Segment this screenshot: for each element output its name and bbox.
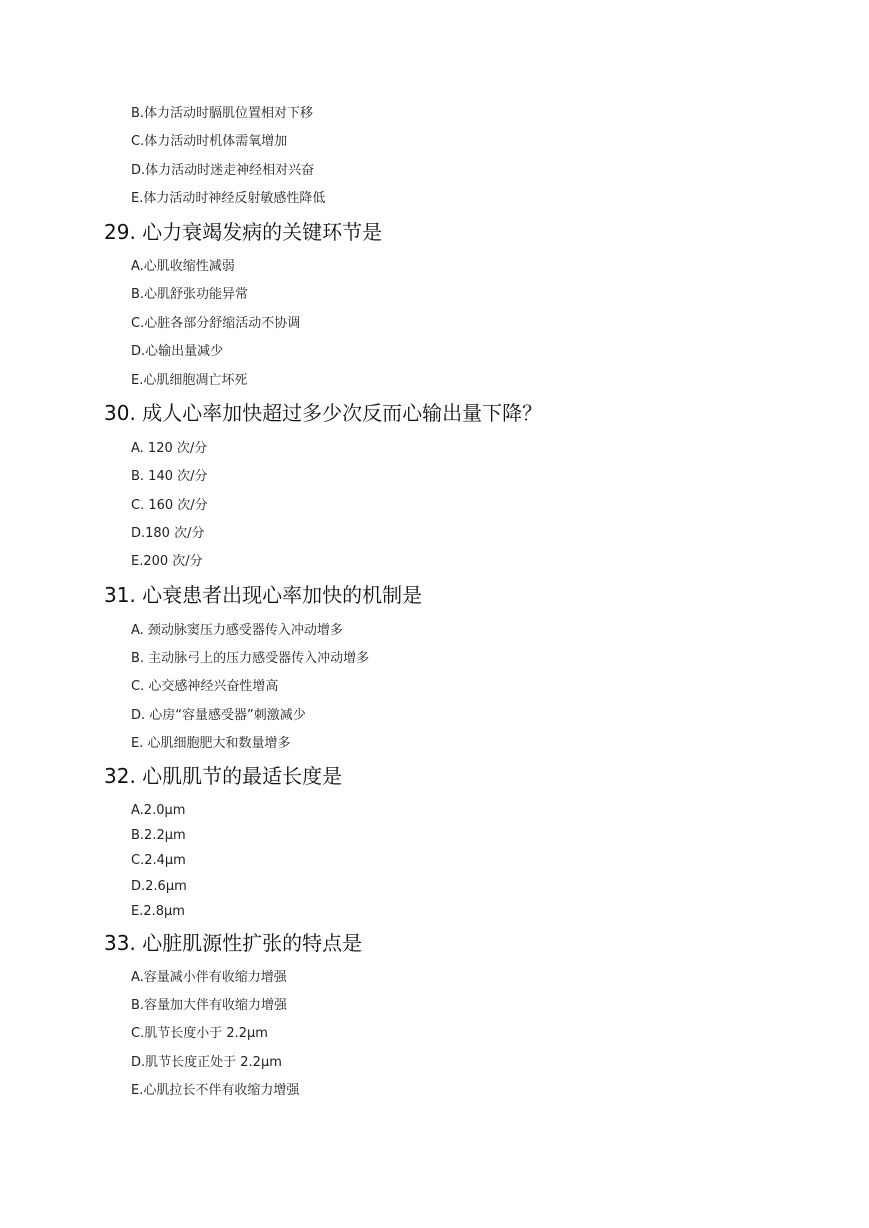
q32-option-b: B.2.2μm [131, 828, 186, 843]
q32-option-c: C.2.4μm [131, 853, 186, 868]
q33-option-c: C.肌节长度小于 2.2μm [131, 1026, 268, 1041]
question-29-title: 29. 心力衰竭发病的关键环节是 [104, 220, 383, 244]
q31-option-d: D. 心房“容量感受器”刺激减少 [131, 708, 306, 723]
q33-option-a: A.容量减小伴有收缩力增强 [131, 970, 287, 985]
q32-option-d: D.2.6μm [131, 879, 187, 894]
q29-option-b: B.心肌舒张功能异常 [131, 287, 249, 302]
question-31-title: 31. 心衰患者出现心率加快的机制是 [104, 583, 423, 607]
option-b: B.体力活动时膈肌位置相对下移 [131, 106, 314, 121]
q30-option-b: B. 140 次/分 [131, 469, 208, 484]
question-33-title: 33. 心脏肌源性扩张的特点是 [104, 931, 363, 955]
q30-option-e: E.200 次/分 [131, 554, 203, 569]
q31-option-b: B. 主动脉弓上的压力感受器传入冲动增多 [131, 651, 370, 666]
q30-option-c: C. 160 次/分 [131, 498, 208, 513]
q30-option-d: D.180 次/分 [131, 526, 205, 541]
option-c: C.体力活动时机体需氧增加 [131, 134, 288, 149]
q29-option-d: D.心输出量减少 [131, 344, 224, 359]
q32-option-a: A.2.0μm [131, 803, 186, 818]
option-e: E.体力活动时神经反射敏感性降低 [131, 191, 326, 206]
question-32-title: 32. 心肌肌节的最适长度是 [104, 764, 343, 788]
q30-option-a: A. 120 次/分 [131, 441, 208, 456]
q31-option-a: A. 颈动脉窦压力感受器传入冲动增多 [131, 623, 343, 638]
q31-option-c: C. 心交感神经兴奋性增高 [131, 679, 279, 694]
q33-option-b: B.容量加大伴有收缩力增强 [131, 998, 288, 1013]
q33-option-e: E.心肌拉长不伴有收缩力增强 [131, 1083, 300, 1098]
q32-option-e: E.2.8μm [131, 904, 185, 919]
q29-option-a: A.心肌收缩性减弱 [131, 259, 235, 274]
q29-option-e: E.心肌细胞凋亡坏死 [131, 373, 248, 388]
q29-option-c: C.心脏各部分舒缩活动不协调 [131, 316, 301, 331]
q33-option-d: D.肌节长度正处于 2.2μm [131, 1055, 282, 1070]
option-d: D.体力活动时迷走神经相对兴奋 [131, 163, 315, 178]
q31-option-e: E. 心肌细胞肥大和数量增多 [131, 736, 291, 751]
question-30-title: 30. 成人心率加快超过多少次反而心输出量下降？ [104, 401, 543, 425]
